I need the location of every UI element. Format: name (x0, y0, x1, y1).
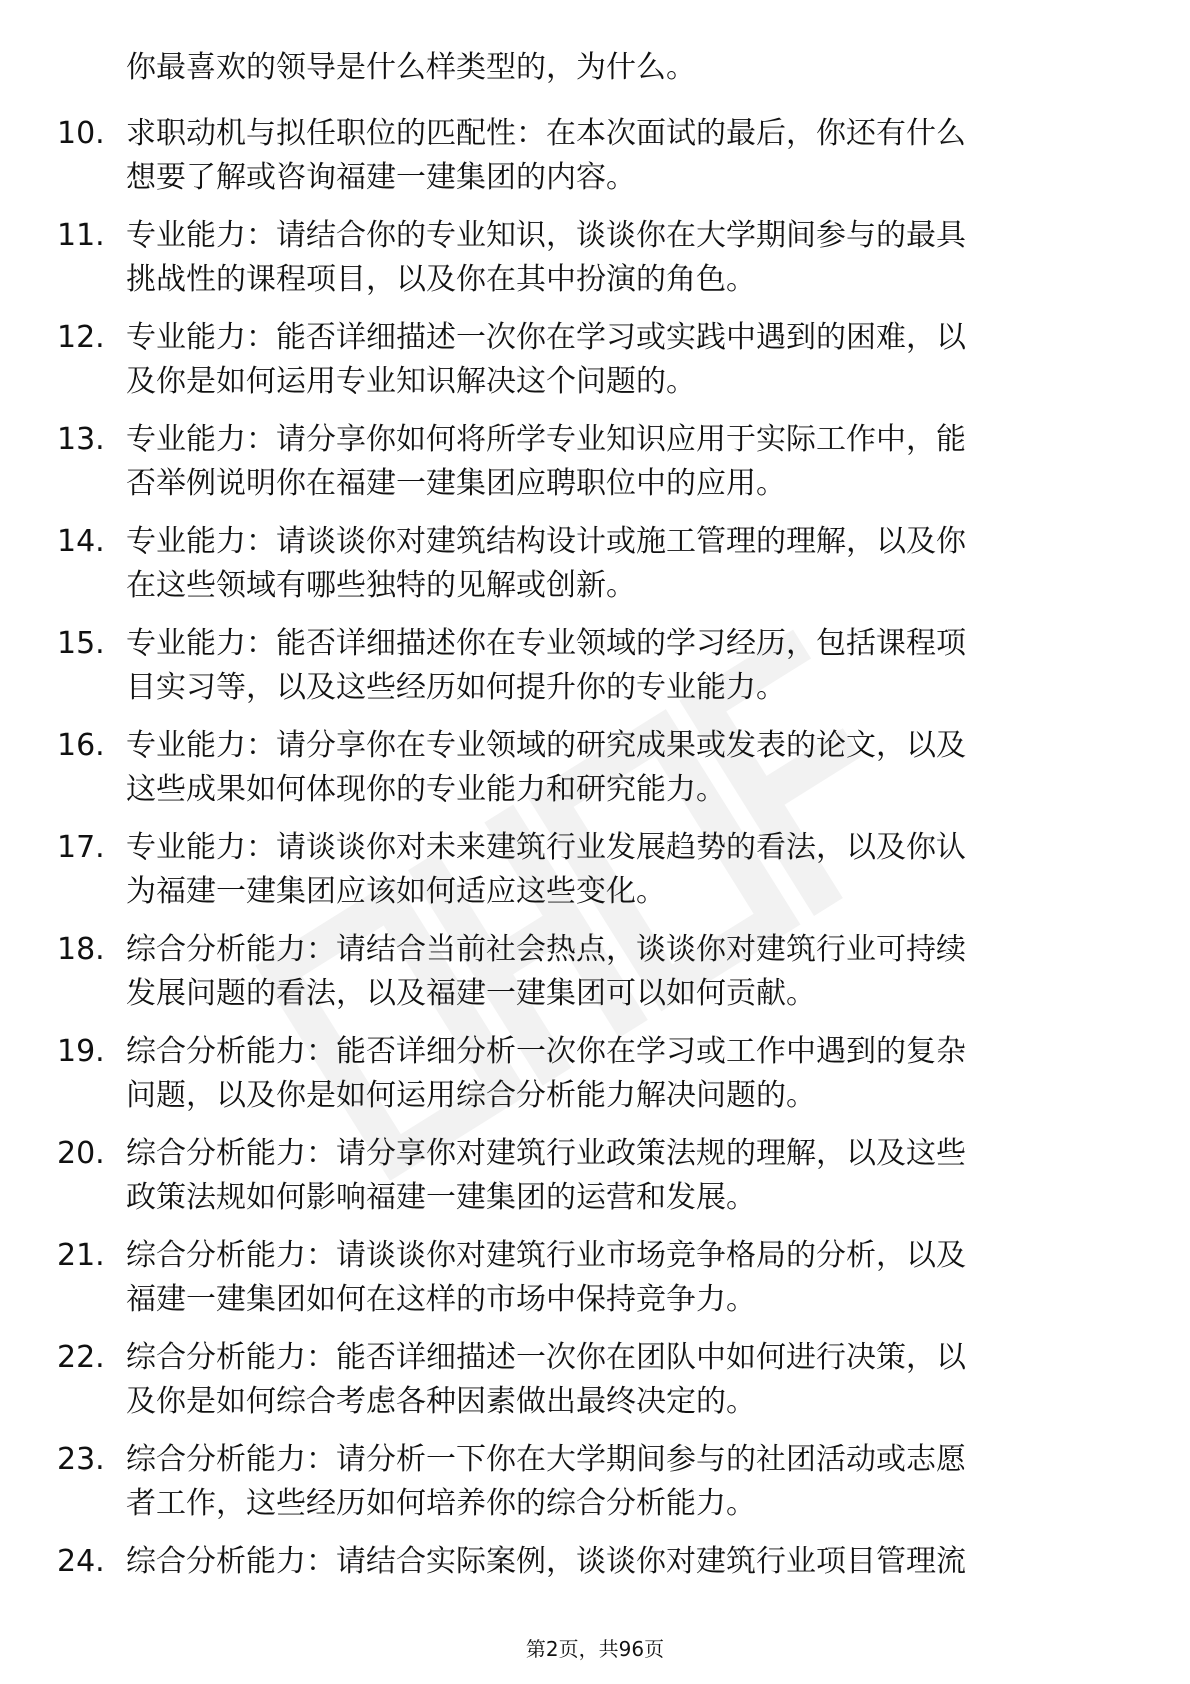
question-line: 想要了解或咨询福建一建集团的内容。 (126, 160, 636, 195)
question-number: 21. (57, 1238, 105, 1273)
question-item (0, 826, 1190, 928)
question-item (0, 1336, 1190, 1438)
question-number: 22. (57, 1340, 105, 1375)
question-line: 这些成果如何体现你的专业能力和研究能力。 (126, 772, 726, 807)
question-line: 专业能力：能否详细描述一次你在学习或实践中遇到的困难，以 (126, 320, 966, 355)
question-text (126, 316, 1116, 404)
question-number: 23. (57, 1442, 105, 1477)
question-text (126, 1234, 1116, 1322)
question-line: 问题，以及你是如何运用综合分析能力解决问题的。 (126, 1078, 816, 1113)
question-item (0, 1030, 1190, 1132)
question-line: 专业能力：请谈谈你对建筑结构设计或施工管理的理解，以及你 (126, 524, 966, 559)
question-line: 综合分析能力：请谈谈你对建筑行业市场竞争格局的分析，以及 (126, 1238, 966, 1273)
question-item (0, 316, 1190, 418)
question-text (126, 214, 1116, 302)
question-text (126, 418, 1116, 506)
question-line: 及你是如何综合考虑各种因素做出最终决定的。 (126, 1384, 756, 1419)
question-number: 18. (57, 932, 105, 967)
question-line: 挑战性的课程项目，以及你在其中扮演的角色。 (126, 262, 756, 297)
question-item (0, 724, 1190, 826)
question-item (0, 418, 1190, 520)
question-item (0, 520, 1190, 622)
question-9-continuation: 你最喜欢的领导是什么样类型的，为什么。 (126, 50, 696, 85)
page-footer: 第2页，共96页 (525, 1637, 665, 1661)
question-line: 发展问题的看法，以及福建一建集团可以如何贡献。 (126, 976, 816, 1011)
question-text (126, 1030, 1116, 1118)
question-number: 14. (57, 524, 105, 559)
question-line: 在这些领域有哪些独特的见解或创新。 (126, 568, 636, 603)
question-line: 政策法规如何影响福建一建集团的运营和发展。 (126, 1180, 756, 1215)
question-number: 17. (57, 830, 105, 865)
question-item (0, 112, 1190, 214)
question-text (126, 724, 1116, 812)
question-line: 专业能力：能否详细描述你在专业领域的学习经历，包括课程项 (126, 626, 966, 661)
question-text (126, 928, 1116, 1016)
question-text (126, 826, 1116, 914)
question-item (0, 1438, 1190, 1540)
question-line: 综合分析能力：请分析一下你在大学期间参与的社团活动或志愿 (126, 1442, 966, 1477)
question-item (0, 214, 1190, 316)
question-line: 综合分析能力：能否详细描述一次你在团队中如何进行决策，以 (126, 1340, 966, 1375)
question-text (126, 520, 1116, 608)
question-line: 专业能力：请结合你的专业知识，谈谈你在大学期间参与的最具 (126, 218, 966, 253)
question-line: 目实习等，以及这些经历如何提升你的专业能力。 (126, 670, 786, 705)
question-line: 综合分析能力：请结合实际案例，谈谈你对建筑行业项目管理流 (126, 1544, 966, 1579)
question-line: 为福建一建集团应该如何适应这些变化。 (126, 874, 666, 909)
question-number: 13. (57, 422, 105, 457)
question-number: 11. (57, 218, 105, 253)
question-line: 专业能力：请分享你如何将所学专业知识应用于实际工作中，能 (126, 422, 966, 457)
question-list (0, 112, 1190, 1642)
question-line: 者工作，这些经历如何培养你的综合分析能力。 (126, 1486, 756, 1521)
question-text (126, 1132, 1116, 1220)
question-text (126, 1438, 1116, 1526)
question-line: 综合分析能力：能否详细分析一次你在学习或工作中遇到的复杂 (126, 1034, 966, 1069)
question-line: 专业能力：请谈谈你对未来建筑行业发展趋势的看法，以及你认 (126, 830, 966, 865)
question-line: 综合分析能力：请分享你对建筑行业政策法规的理解，以及这些 (126, 1136, 966, 1171)
question-item (0, 1132, 1190, 1234)
question-number: 19. (57, 1034, 105, 1069)
question-number: 15. (57, 626, 105, 661)
question-line: 求职动机与拟任职位的匹配性：在本次面试的最后，你还有什么 (126, 116, 966, 151)
question-text (126, 1336, 1116, 1424)
question-text (126, 622, 1116, 710)
question-line: 否举例说明你在福建一建集团应聘职位中的应用。 (126, 466, 786, 501)
question-line: 综合分析能力：请结合当前社会热点，谈谈你对建筑行业可持续 (126, 932, 966, 967)
question-line: 及你是如何运用专业知识解决这个问题的。 (126, 364, 696, 399)
question-item (0, 1540, 1190, 1642)
question-number: 12. (57, 320, 105, 355)
question-number: 24. (57, 1544, 105, 1579)
question-text (126, 1540, 1116, 1584)
question-item (0, 928, 1190, 1030)
question-number: 16. (57, 728, 105, 763)
question-item (0, 1234, 1190, 1336)
question-line: 专业能力：请分享你在专业领域的研究成果或发表的论文，以及 (126, 728, 966, 763)
question-line: 福建一建集团如何在这样的市场中保持竞争力。 (126, 1282, 756, 1317)
question-item (0, 622, 1190, 724)
question-number: 10. (57, 116, 105, 151)
question-number: 20. (57, 1136, 105, 1171)
question-text (126, 112, 1116, 200)
